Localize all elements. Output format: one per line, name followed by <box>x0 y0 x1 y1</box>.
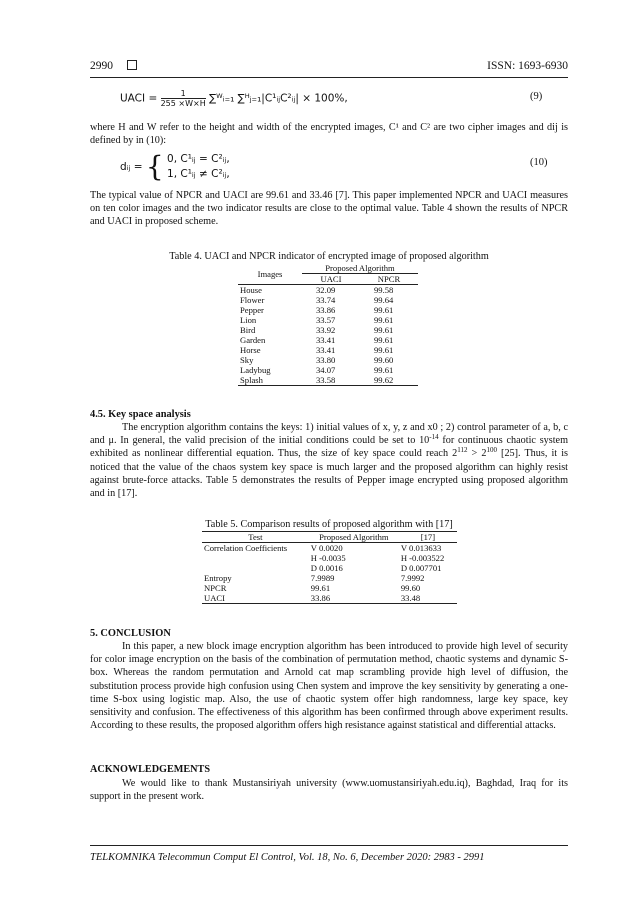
table4-row <box>238 355 418 365</box>
table5-row <box>202 553 457 563</box>
table4-cell: 99.58 <box>374 285 394 295</box>
table4-header-npcr: NPCR <box>360 274 418 285</box>
table5-header: Test <box>202 532 309 543</box>
table4-cell: 99.64 <box>374 295 394 305</box>
table4-row <box>238 325 418 335</box>
table4-cell: 33.74 <box>316 295 336 305</box>
table5-cell: V 0.0020 <box>310 543 343 553</box>
table5-cell: 99.61 <box>310 583 331 593</box>
page-number: 2990 <box>90 60 113 72</box>
section-45-text: The encryption algorithm contains the keys: 1) initial values of x, y, z and x0 ; 2) control parameter of a, b, c and μ. In general, the valid precision of the initial conditions could be set to $10^{-14}$ for continuous chaotic system exhibited as nonlinear differential equation. Thus, the size of key space could reach $2^{112} > 2^{100}$ [25]. Thus, it is noticed that the value of the chaos system key space is much larger and the proposed algorithm can highly resist against brute-force attacks. Table 5 demonstrates the results of Pepper image encrypted using proposed algorithm and in [17]. <box>90 422 568 500</box>
table4-cell: 33.86 <box>316 305 336 315</box>
table4-cell: 99.61 <box>374 325 394 335</box>
table4-cell: 33.41 <box>316 345 336 355</box>
header-rule <box>90 77 568 78</box>
table5-cell: 33.48 <box>399 593 457 604</box>
table4-cell: Flower <box>240 295 265 305</box>
eq10-lhs: dᵢⱼ = <box>120 161 143 173</box>
table5-row <box>202 593 457 604</box>
table4-cell: 99.61 <box>374 345 394 355</box>
table5-cell: H -0.0035 <box>310 553 346 563</box>
table5-cell <box>202 553 309 563</box>
table4-cell: Horse <box>240 345 261 355</box>
table5-row <box>202 543 457 554</box>
table4-cell: Sky <box>240 355 254 365</box>
brace-icon: { <box>145 150 164 183</box>
table5 <box>202 531 457 604</box>
table4-cell: 33.57 <box>316 315 336 325</box>
table5-cell: D 0.0016 <box>310 563 343 573</box>
table4-cell: 99.61 <box>374 315 394 325</box>
footer: TELKOMNIKA Telecommun Comput El Control, Vol. 18, No. 6, December 2020: 2983 - 2991 <box>90 852 485 863</box>
table5-header: [17] <box>399 532 457 543</box>
table4-row <box>238 335 418 345</box>
table4-row <box>238 315 418 325</box>
eq9-lhs: UACI = <box>120 92 158 105</box>
table5-row <box>202 563 457 573</box>
footer-rule <box>90 845 568 846</box>
eq10-case2: 1, C¹ᵢⱼ ≠ C²ᵢⱼ, <box>167 168 230 180</box>
table4-cell: 34.07 <box>316 365 336 375</box>
equation-10 <box>120 152 230 182</box>
table5-cell: V 0.013633 <box>400 543 442 553</box>
table5-cell: Correlation Coefficients <box>204 543 288 553</box>
table5-cell: Entropy <box>204 573 232 583</box>
table5-row <box>202 583 457 593</box>
table4 <box>238 263 418 386</box>
eq9-denominator: 255 ×W×H <box>160 99 206 108</box>
table4-cell: Pepper <box>240 305 264 315</box>
table4-row <box>238 365 418 375</box>
table5-cell: 7.9992 <box>400 573 425 583</box>
table4-cell: 33.92 <box>316 325 336 335</box>
ack-text: We would like to thank Mustansiriyah university (www.uomustansiriyah.edu.iq), Baghdad, Iraq for its support in the present work. <box>90 778 568 803</box>
eq10-case1: 0, C¹ᵢⱼ = C²ᵢⱼ, <box>167 153 230 165</box>
table4-cell: 32.09 <box>316 285 336 295</box>
table4-cell: Lion <box>240 315 257 325</box>
table5-cell <box>202 563 309 573</box>
issn: ISSN: 1693-6930 <box>487 60 568 72</box>
ack-title: ACKNOWLEDGEMENTS <box>90 764 211 775</box>
table5-cell: UACI <box>202 593 309 604</box>
eq9-fraction <box>161 89 206 108</box>
table4-row <box>238 305 418 315</box>
table4-cell: 99.62 <box>360 375 418 386</box>
table5-row <box>202 573 457 583</box>
table4-cell: 99.60 <box>374 355 394 365</box>
para-typical: The typical value of NPCR and UACI are 99.61 and 33.46 [7]. This paper implemented NPCR and UACI measures on ten color images and the two indicator results are close to the optimal value. Table 4 shown the results of NPCR and UACI in proposed scheme. <box>90 190 568 228</box>
table4-cell: 33.80 <box>316 355 336 365</box>
table4-cell: Garden <box>240 335 266 345</box>
eq10-number: (10) <box>530 157 548 168</box>
table4-row <box>238 295 418 305</box>
table4-cell: 99.61 <box>374 335 394 345</box>
table4-row <box>238 345 418 355</box>
equation-9 <box>120 89 348 108</box>
table5-header: Proposed Algorithm <box>309 532 399 543</box>
table4-row <box>238 285 418 296</box>
section-5-title: 5. CONCLUSION <box>90 628 171 639</box>
square-icon <box>127 60 137 70</box>
para-hw: where H and W refer to the height and width of the encrypted images, C¹ and C² are two cipher images and dij is defined by in (10): <box>90 122 568 147</box>
table4-cell: 33.58 <box>302 375 360 386</box>
table4-cell: Bird <box>240 325 256 335</box>
section-45-title: 4.5. Key space analysis <box>90 409 191 420</box>
table4-row <box>238 375 418 386</box>
table4-cell: House <box>240 285 262 295</box>
table4-cell: Ladybug <box>240 365 271 375</box>
page-header <box>90 60 137 72</box>
table5-caption: Table 5. Comparison results of proposed algorithm with [17] <box>205 519 453 530</box>
table4-cell: 99.61 <box>374 305 394 315</box>
table5-cell: 7.9989 <box>310 573 335 583</box>
eq9-number: (9) <box>530 91 543 102</box>
section-5-text: In this paper, a new block image encryption algorithm has been introduced to provide high level of security for color image encryption on the basis of the combination of permutation method, chaotic systems and dynamic S-box. Whereas the random permutation and Arnold cat map scrambling provide high level of diffusion, the substitution process provide high confusion using Chen system and improve the key sensitivity by generating a one-time S-box using logistic map. Also, the use of chaotic system offer high randomness, large key space, key sensitivity and confusion. The effectiveness of this algorithm has been confirmed through above experiment results. According to these results, the proposed algorithm offers high resistance against statistical and differential attacks. <box>90 641 568 732</box>
table5-cell: 33.86 <box>309 593 399 604</box>
table4-cell: 33.41 <box>316 335 336 345</box>
table4-header-uaci: UACI <box>302 274 360 285</box>
eq9-numerator: 1 <box>161 89 206 99</box>
table4-caption: Table 4. UACI and NPCR indicator of encrypted image of proposed algorithm <box>169 251 489 262</box>
table4-header-images: Images <box>238 263 302 285</box>
table5-cell: D 0.007701 <box>400 563 442 573</box>
table4-cell: Splash <box>238 375 302 386</box>
table5-cell: 99.60 <box>400 583 421 593</box>
table4-cell: 99.61 <box>374 365 394 375</box>
table5-cell: NPCR <box>204 583 227 593</box>
table4-header-group: Proposed Algorithm <box>302 263 418 274</box>
table5-cell: H -0.003522 <box>400 553 445 563</box>
eq9-sum: ∑ᵂᵢ₌₁ ∑ᴴⱼ₌₁|C¹ᵢⱼC²ᵢⱼ| × 100%, <box>209 92 348 105</box>
